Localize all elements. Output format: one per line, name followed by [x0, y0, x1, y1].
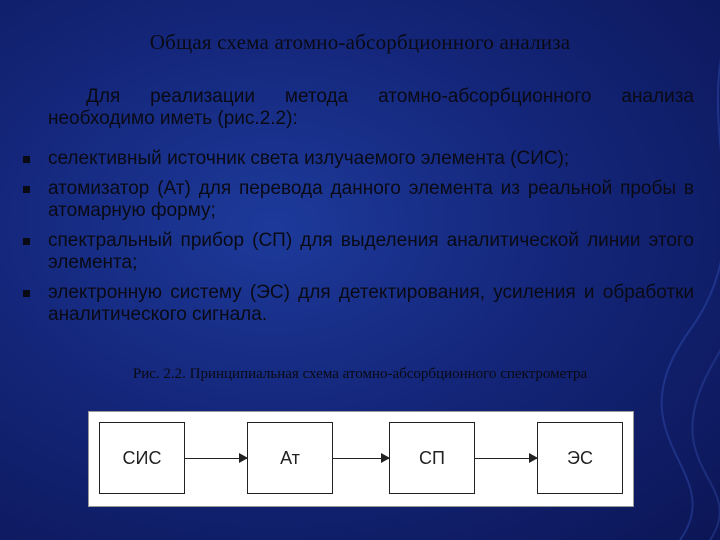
arrow-sis-to-at — [185, 458, 247, 459]
square-bullet-icon — [23, 186, 30, 193]
square-bullet-icon — [23, 156, 30, 163]
intro-paragraph — [48, 86, 694, 130]
requirements-list — [20, 148, 694, 334]
block-es: ЭС — [537, 422, 623, 494]
list-item-text: селективный источник света излучаемого элемента (СИС); — [48, 148, 570, 169]
list-item-text: спектральный прибор (СП) для выделения аналитической линии этого элемента; — [48, 230, 694, 273]
list-item-text: атомизатор (Ат) для перевода данного элемента из реальной пробы в атомарную форму; — [48, 178, 694, 221]
list-item — [20, 148, 694, 170]
slide-title: Общая схема атомно-абсорбционного анализа — [149, 30, 571, 54]
square-bullet-icon — [23, 290, 30, 297]
arrow-sp-to-es — [475, 458, 537, 459]
list-item — [20, 282, 694, 326]
arrow-at-to-sp — [333, 458, 389, 459]
square-bullet-icon — [23, 238, 30, 245]
figure-caption: Рис. 2.2. Принципиальная схема атомно-абсорбционного спектрометра — [132, 366, 588, 382]
block-sis: СИС — [99, 422, 185, 494]
block-at: Ат — [247, 422, 333, 494]
block-sp: СП — [389, 422, 475, 494]
intro-text: Для реализации метода атомно-абсорбционного анализа необходимо иметь (рис.2.2): — [48, 86, 694, 129]
list-item — [20, 230, 694, 274]
list-item — [20, 178, 694, 222]
list-item-text: электронную систему (ЭС) для детектирования, усиления и обработки аналитического сигнала. — [48, 282, 694, 325]
spectrometer-block-diagram — [88, 411, 634, 507]
